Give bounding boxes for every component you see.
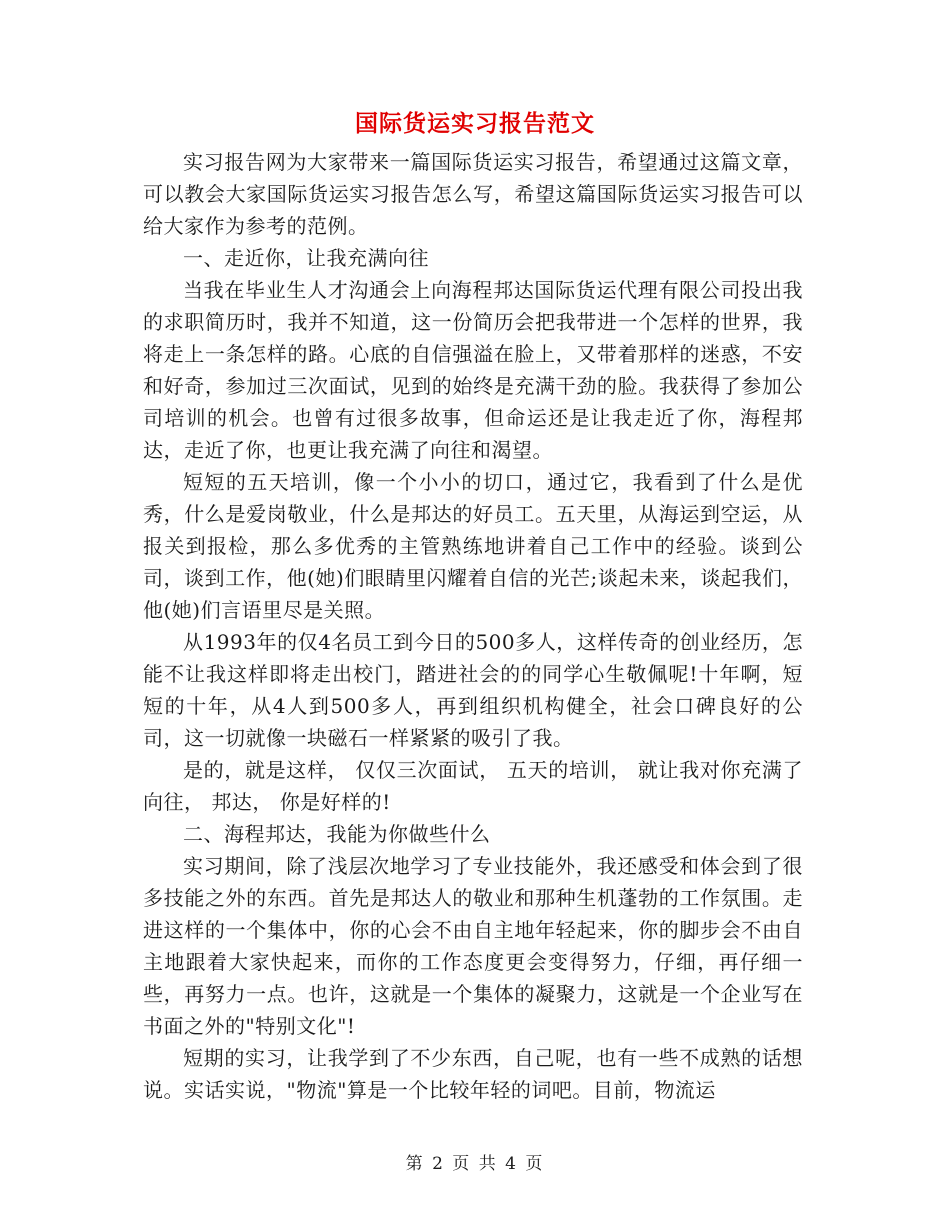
document-title: 国际货运实习报告范文 [355, 110, 595, 137]
page-number-footer: 第 2 页 共 4 页 [405, 1154, 545, 1174]
paragraph: 是的，就是这样， 仅仅三次面试， 五天的培训， 就让我对你充满了向往， 邦达， 你是好样的! [143, 758, 803, 814]
paragraph: 实习期间，除了浅层次地学习了专业技能外，我还感受和体会到了很多技能之外的东西。首先是邦达人的敬业和那种生机蓬勃的工作氛围。走进这样的一个集体中，你的心会不由自主地年轻起来，你的脚步会不由自主地跟着大家快起来，而你的工作态度更会变得努力，仔细，再仔细一些，再努力一点。也许，这就是一个集体的凝聚力，这就是一个企业写在书面之外的"特别文化"! [143, 854, 803, 1038]
document-body [143, 146, 803, 1106]
paragraph-intro: 实习报告网为大家带来一篇国际货运实习报告，希望通过这篇文章，可以教会大家国际货运实习报告怎么写，希望这篇国际货运实习报告可以给大家作为参考的范例。 [143, 150, 803, 238]
paragraph: 短期的实习，让我学到了不少东西，自己呢，也有一些不成熟的话想说。实话实说，"物流"算是一个比较年轻的词吧。目前，物流运 [143, 1046, 803, 1102]
paragraph: 短短的五天培训，像一个小小的切口，通过它，我看到了什么是优秀，什么是爱岗敬业，什么是邦达的好员工。五天里，从海运到空运，从报关到报检，那么多优秀的主管熟练地讲着自己工作中的经验。谈到公司，谈到工作，他(她)们眼睛里闪耀着自信的光芒;谈起未来，谈起我们，他(她)们言语里尽是关照。 [143, 470, 803, 622]
section-heading-2: 二、海程邦达，我能为你做些什么 [183, 822, 491, 846]
section-heading-1: 一、走近你，让我充满向往 [183, 246, 429, 270]
paragraph: 从1993年的仅4名员工到今日的500多人，这样传奇的创业经历，怎能不让我这样即将走出校门，踏进社会的的同学心生敬佩呢!十年啊，短短的十年，从4人到500多人，再到组织机构健全，社会口碑良好的公司，这一切就像一块磁石一样紧紧的吸引了我。 [143, 630, 803, 750]
paragraph: 当我在毕业生人才沟通会上向海程邦达国际货运代理有限公司投出我的求职简历时，我并不知道，这一份简历会把我带进一个怎样的世界，我将走上一条怎样的路。心底的自信强溢在脸上，又带着那样的迷惑，不安和好奇，参加过三次面试，见到的始终是充满干劲的脸。我获得了参加公司培训的机会。也曾有过很多故事，但命运还是让我走近了你，海程邦达，走近了你，也更让我充满了向往和渴望。 [143, 278, 803, 462]
